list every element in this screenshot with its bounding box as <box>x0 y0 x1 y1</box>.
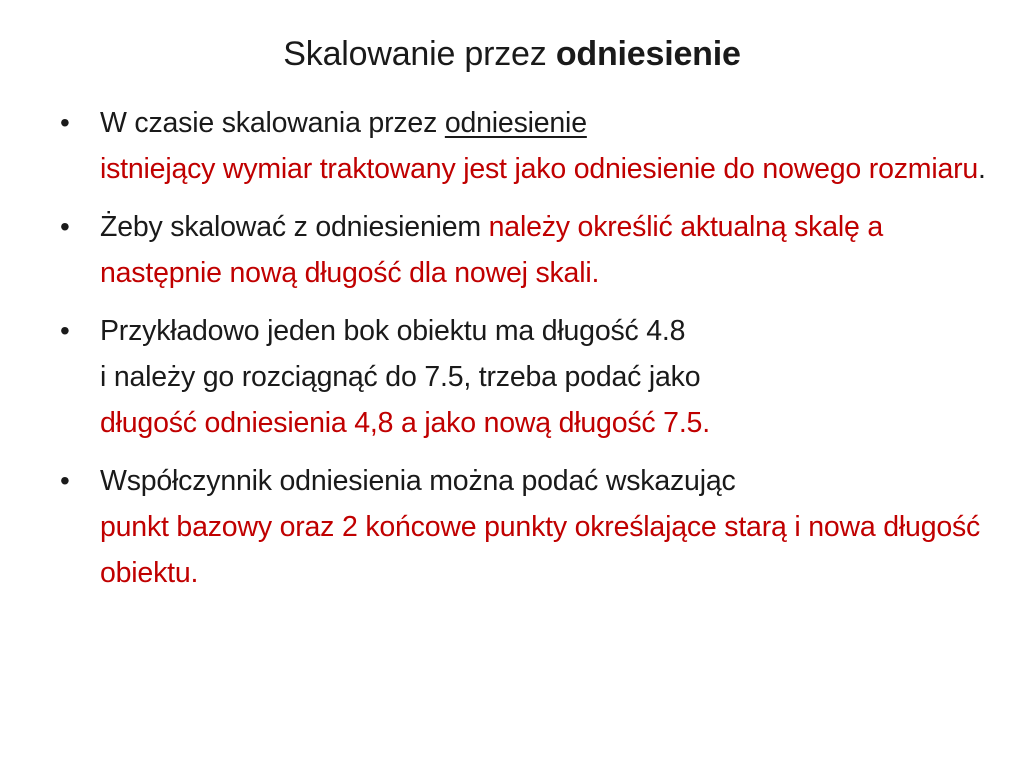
bullet-dot-icon: • <box>60 211 70 242</box>
slide-title-normal: Skalowanie przez <box>283 35 556 73</box>
bullet-2-text-a: Żeby skalować z odniesieniem <box>100 211 489 243</box>
slide-title <box>0 30 1024 78</box>
bullet-item-1 <box>56 100 986 192</box>
bullet-4-line-1: Współczynnik odniesienia można podać wskazując <box>100 465 736 497</box>
bullet-dot-icon: • <box>60 315 70 346</box>
bullet-item-2 <box>56 204 986 296</box>
bullet-dot-icon: • <box>60 465 70 496</box>
bullet-item-3 <box>56 308 986 446</box>
bullet-dot-icon: • <box>60 107 70 138</box>
bullet-2-highlight: należy określić aktualną skalę a następnie nową długość dla nowej skali. <box>100 211 884 289</box>
bullet-1-highlight: istniejący wymiar traktowany jest jako odniesienie do nowego rozmiaru <box>100 153 979 185</box>
bullet-3-highlight: długość odniesienia 4,8 a jako nową długość 7.5. <box>100 407 710 439</box>
bullet-3-line-2: i należy go rozciągnąć do 7.5, trzeba podać jako <box>100 361 701 393</box>
slide-title-bold: odniesienie <box>555 35 741 73</box>
bullet-1-period: . <box>978 153 986 185</box>
bullet-1-underlined-term: odniesienie <box>444 107 587 139</box>
bullet-3-line-1: Przykładowo jeden bok obiektu ma długość 4.8 <box>100 315 686 347</box>
bullet-item-4 <box>56 458 986 596</box>
bullet-list <box>56 100 986 608</box>
bullet-1-text-a: W czasie skalowania przez <box>100 107 445 139</box>
bullet-4-highlight: punkt bazowy oraz 2 końcowe punkty określające starą i nowa długość obiektu. <box>100 511 981 589</box>
